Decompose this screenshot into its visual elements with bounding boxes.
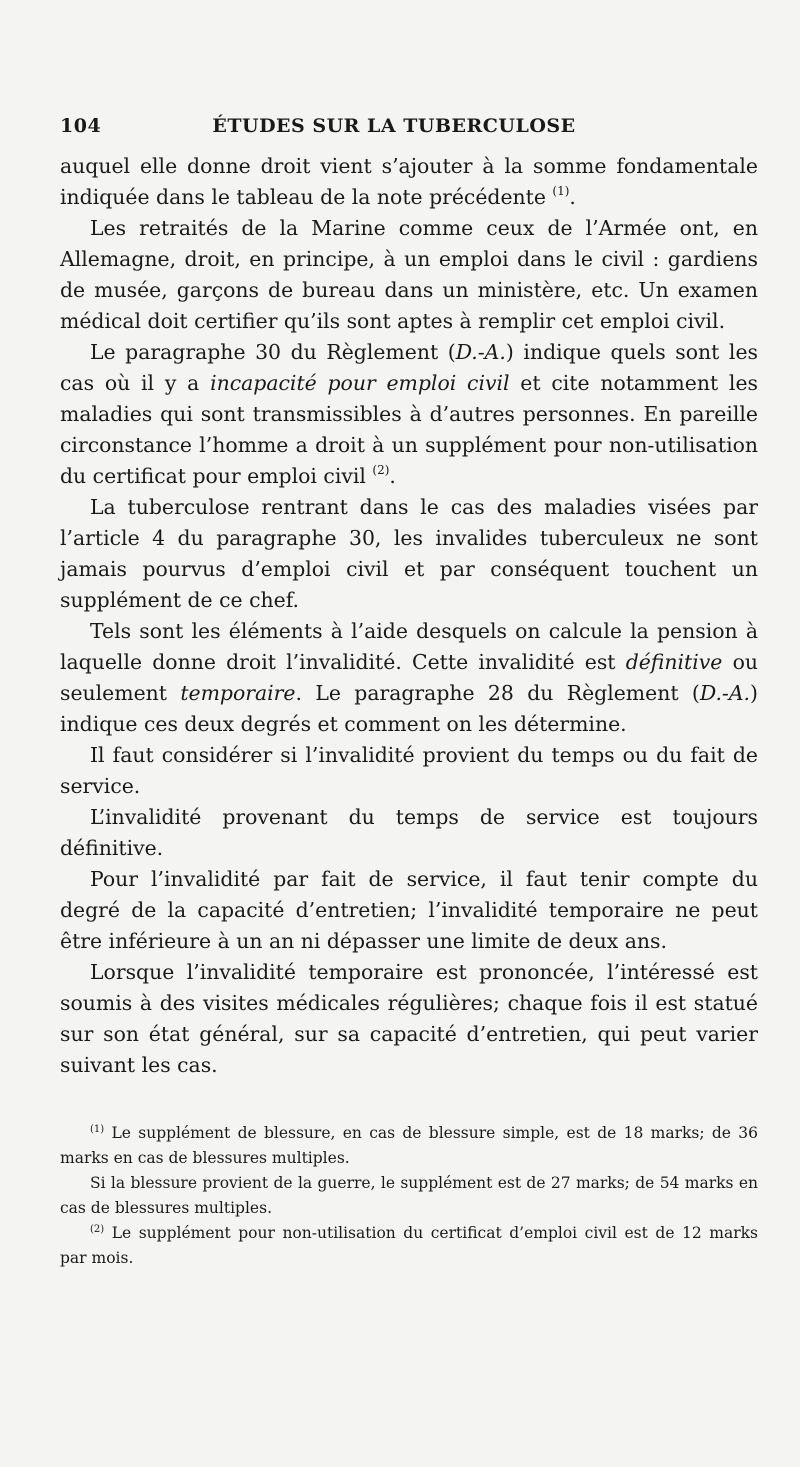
body-paragraph — [60, 864, 758, 957]
body-paragraph — [60, 740, 758, 802]
text-run: Si la blessure provient de la guerre, le supplément est de 27 marks; de 54 marks en cas de blessures multiples. — [60, 1174, 758, 1217]
footnotes — [60, 1121, 758, 1271]
italic-text: D.-A. — [699, 681, 751, 705]
footnote-marker: (2) — [372, 463, 390, 477]
italic-text: temporaire — [180, 681, 296, 705]
body-paragraph — [60, 337, 758, 492]
text-run: Le supplément de blessure, en cas de blessure simple, est de 18 marks; de 36 marks en cas de blessures multiples. — [60, 1124, 758, 1167]
page-number: 104 — [60, 115, 102, 137]
text-run: Il faut considérer si l’invalidité provient du temps ou du fait de service. — [60, 743, 758, 798]
body-paragraph — [60, 616, 758, 740]
footnote-marker: (1) — [552, 184, 570, 198]
text-run: Les retraités de la Marine comme ceux de l’Armée ont, en Allemagne, droit, en principe, à un emploi dans le civil : gardiens de musée, garçons de bureau dans un ministère, etc. Un examen médical doit certifier qu’ils sont aptes à remplir cet emploi civil. — [60, 216, 758, 333]
italic-text: incapacité pour emploi civil — [210, 371, 510, 395]
text-run: Pour l’invalidité par fait de service, il faut tenir compte du degré de la capacité d’entretien; l’invalidité temporaire ne peut être inférieure à un an ni dépasser une limite de deux ans. — [60, 867, 758, 953]
footnote-marker: (2) — [90, 1224, 105, 1235]
text-run: . — [569, 185, 576, 209]
text-run: auquel elle donne droit vient s’ajouter à la somme fondamentale indiquée dans le tableau de la note précédente — [60, 154, 758, 209]
book-page — [60, 115, 758, 1271]
footnote — [60, 1121, 758, 1171]
italic-text: D.-A. — [455, 340, 506, 364]
text-run: et cite notamment les maladies qui sont transmissibles à d’autres personnes. En pareille circonstance l’homme a droit à un supplément pour non-utilisation du certificat pour emploi civil — [60, 371, 758, 488]
text-run: L’invalidité provenant du temps de service est toujours définitive. — [60, 805, 758, 860]
body-paragraph — [60, 957, 758, 1081]
text-run: Lorsque l’invalidité temporaire est prononcée, l’intéressé est soumis à des visites médicales régulières; chaque fois il est statué sur son état général, sur sa capacité d’entretien, qui peut varier suivant les cas. — [60, 960, 758, 1077]
body-paragraph — [60, 492, 758, 616]
text-run: Le paragraphe 30 du Règlement ( — [90, 340, 456, 364]
footnote — [60, 1221, 758, 1271]
text-run: Le supplément pour non-utilisation du certificat d’emploi civil est de 12 marks par mois. — [60, 1224, 758, 1267]
italic-text: définitive — [625, 650, 723, 674]
text-run: . — [389, 464, 396, 488]
text-run: La tuberculose rentrant dans le cas des maladies visées par l’article 4 du paragraphe 30, les invalides tuberculeux ne sont jamais pourvus d’emploi civil et par conséquent touchent un supplément de ce chef. — [60, 495, 758, 612]
text-run: . Le paragraphe 28 du Règlement ( — [295, 681, 700, 705]
page-header — [60, 115, 758, 137]
text-run: Tels sont les éléments à l’aide desquels on calcule la pension à laquelle donne droit l’invalidité. Cette invalidité est — [60, 619, 758, 674]
footnote-marker: (1) — [90, 1124, 105, 1135]
text-run: ou seulement — [60, 650, 758, 705]
running-title: ÉTUDES SUR LA TUBERCULOSE — [212, 115, 576, 137]
main-text — [60, 151, 758, 1081]
footnote — [60, 1171, 758, 1221]
body-paragraph — [60, 802, 758, 864]
text-run: ) indique quels sont les cas où il y a — [60, 340, 758, 395]
text-run: ) indique ces deux degrés et comment on les détermine. — [60, 681, 758, 736]
body-paragraph — [60, 213, 758, 337]
body-paragraph — [60, 151, 758, 213]
